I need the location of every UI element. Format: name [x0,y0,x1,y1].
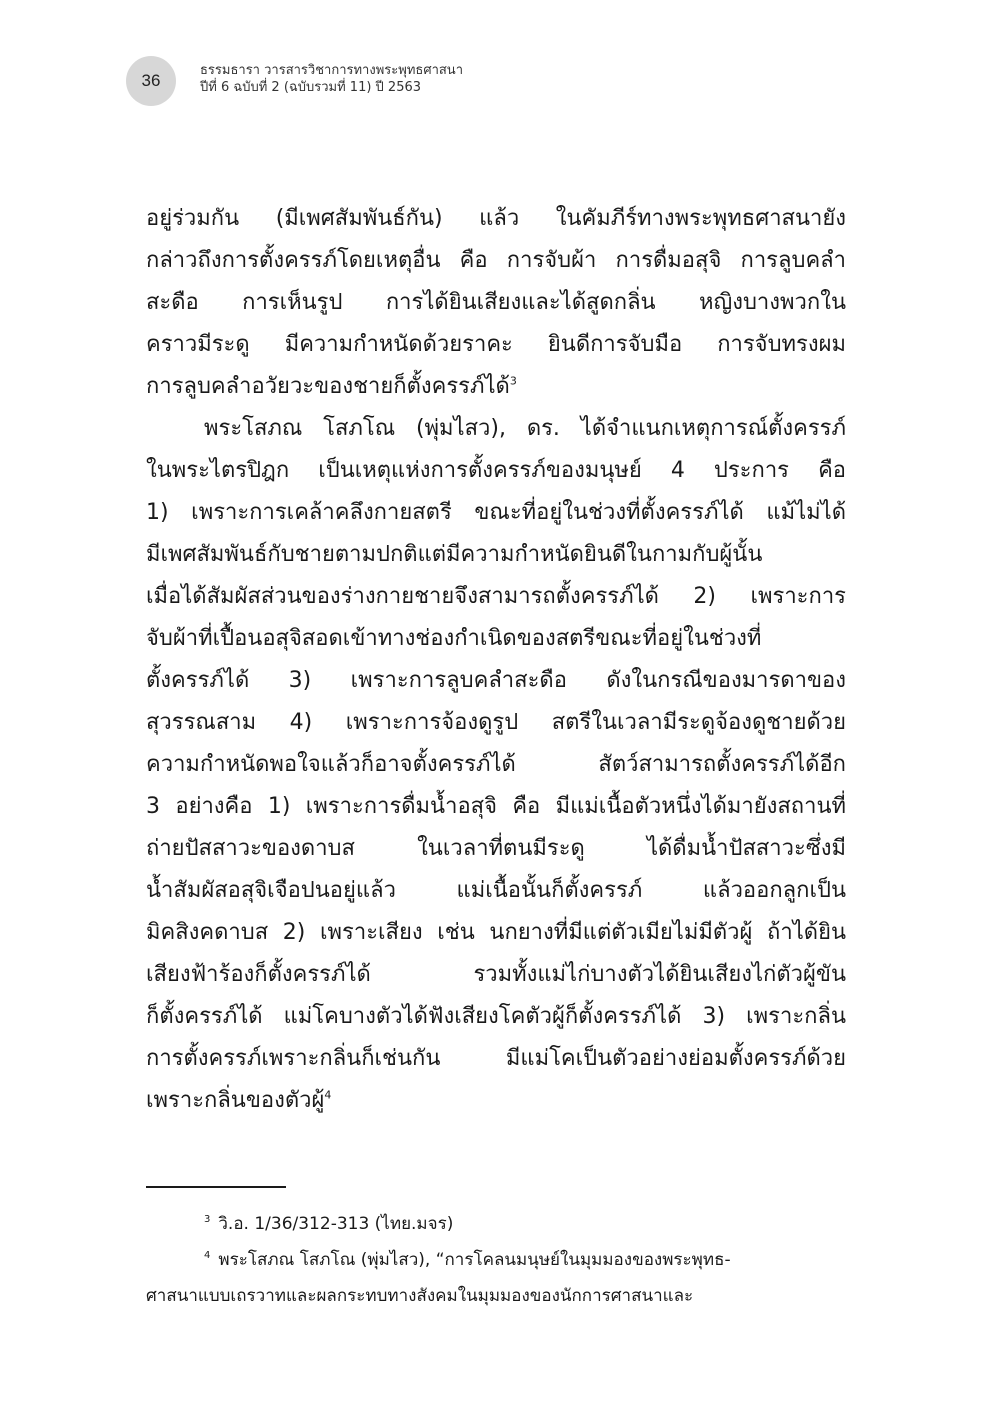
text-line: เมื่อได้สัมผัสส่วนของร่างกายชายจึงสามารถตั้งครรภ์ได้ 2) เพราะการ [146,584,846,609]
page-number-badge [126,56,176,106]
text-line-content: เพราะกลิ่นของตัวผู้ [146,1088,325,1113]
footnote-ref-3[interactable]: 3 [509,374,517,388]
body-text [146,198,846,1122]
footnote-4 [146,1242,846,1278]
text-line: 1) เพราะการเคล้าคลึงกายสตรี ขณะที่อยู่ในช่วงที่ตั้งครรภ์ได้ แม้ไม่ได้ [146,500,846,525]
text-line: จับผ้าที่เปื้อนอสุจิสอดเข้าทางช่องกำเนิดของสตรีขณะที่อยู่ในช่วงที่ [146,626,762,651]
text-line: เสียงฟ้าร้องก็ตั้งครรภ์ได้ รวมทั้งแม่ไก่บางตัวได้ยินเสียงไก่ตัวผู้ขัน [146,962,846,987]
text-line: ก็ตั้งครรภ์ได้ แม่โคบางตัวได้ฟังเสียงโคตัวผู้ก็ตั้งครรภ์ได้ 3) เพราะกลิ่น [146,1004,846,1029]
text-line: ตั้งครรภ์ได้ 3) เพราะการลูบคลำสะดือ ดังในกรณีของมารดาของ [146,668,846,693]
text-line: ถ่ายปัสสาวะของดาบส ในเวลาที่ตนมีระดู ได้ดื่มน้ำปัสสาวะซึ่งมี [146,836,846,861]
text-line: พระโสภณ โสภโณ (พุ่มไสว), ดร. ได้จำแนกเหตุการณ์ตั้งครรภ์ [204,416,846,441]
text-line: อยู่ร่วมกัน (มีเพศสัมพันธ์กัน) แล้ว ในคัมภีร์ทางพระพุทธศาสนายัง [146,206,846,231]
issue-info: ปีที่ 6 ฉบับที่ 2 (ฉบับรวมที่ 11) ปี 2563 [200,80,422,95]
text-line: ความกำหนัดพอใจแล้วก็อาจตั้งครรภ์ได้ สัตว์สามารถตั้งครรภ์ได้อีก [146,752,846,777]
page-number: 36 [141,71,161,90]
text-line: มีเพศสัมพันธ์กับชายตามปกติแต่มีความกำหนัดยินดีในกามกับผู้นั้น [146,542,763,567]
footnote-text: วิ.อ. 1/36/312-313 (ไทย.มจร) [218,1214,454,1234]
footnote-text: พระโสภณ โสภโณ (พุ่มไสว), “การโคลนมนุษย์ในมุมมองของพระพุทธ- [218,1250,731,1270]
footnote-4-continued: ศาสนาแบบเถรวาทและผลกระทบทางสังคมในมุมมองของนักการศาสนาและ [146,1286,694,1306]
footnote-divider [146,1186,286,1188]
text-line: กล่าวถึงการตั้งครรภ์โดยเหตุอื่น คือ การจับผ้า การดื่มอสุจิ การลูบคลำ [146,248,846,273]
text-line [146,1080,846,1122]
text-line-content: การลูบคลำอวัยวะของชายก็ตั้งครรภ์ได้ [146,374,510,399]
text-line: การตั้งครรภ์เพราะกลิ่นก็เช่นกัน มีแม่โคเป็นตัวอย่างย่อมตั้งครรภ์ด้วย [146,1046,846,1071]
text-line: คราวมีระดู มีความกำหนัดด้วยราคะ ยินดีการจับมือ การจับทรงผม [146,332,846,357]
text-line: 3 อย่างคือ 1) เพราะการดื่มน้ำอสุจิ คือ มีแม่เนื้อตัวหนึ่งได้มายังสถานที่ [146,794,846,819]
text-line: น้ำสัมผัสอสุจิเจือปนอยู่แล้ว แม่เนื้อนั้นก็ตั้งครรภ์ แล้วออกลูกเป็น [146,878,846,903]
running-header [200,62,463,96]
text-line [146,366,846,408]
text-line: สุวรรณสาม 4) เพราะการจ้องดูรูป สตรีในเวลามีระดูจ้องดูชายด้วย [146,710,846,735]
footnotes [146,1206,846,1314]
text-line: สะดือ การเห็นรูป การได้ยินเสียงและได้สูดกลิ่น หญิงบางพวกใน [146,290,846,315]
text-line: มิคสิงคดาบส 2) เพราะเสียง เช่น นกยางที่มีแต่ตัวเมียไม่มีตัวผู้ ถ้าได้ยิน [146,920,846,945]
footnote-marker: 4 [204,1250,211,1262]
text-line: ในพระไตรปิฎก เป็นเหตุแห่งการตั้งครรภ์ของมนุษย์ 4 ประการ คือ [146,458,846,483]
footnote-marker: 3 [204,1214,211,1226]
journal-title: ธรรมธารา วารสารวิชาการทางพระพุทธศาสนา [200,63,463,78]
footnote-3 [146,1206,846,1242]
footnote-ref-4[interactable]: 4 [324,1088,332,1102]
